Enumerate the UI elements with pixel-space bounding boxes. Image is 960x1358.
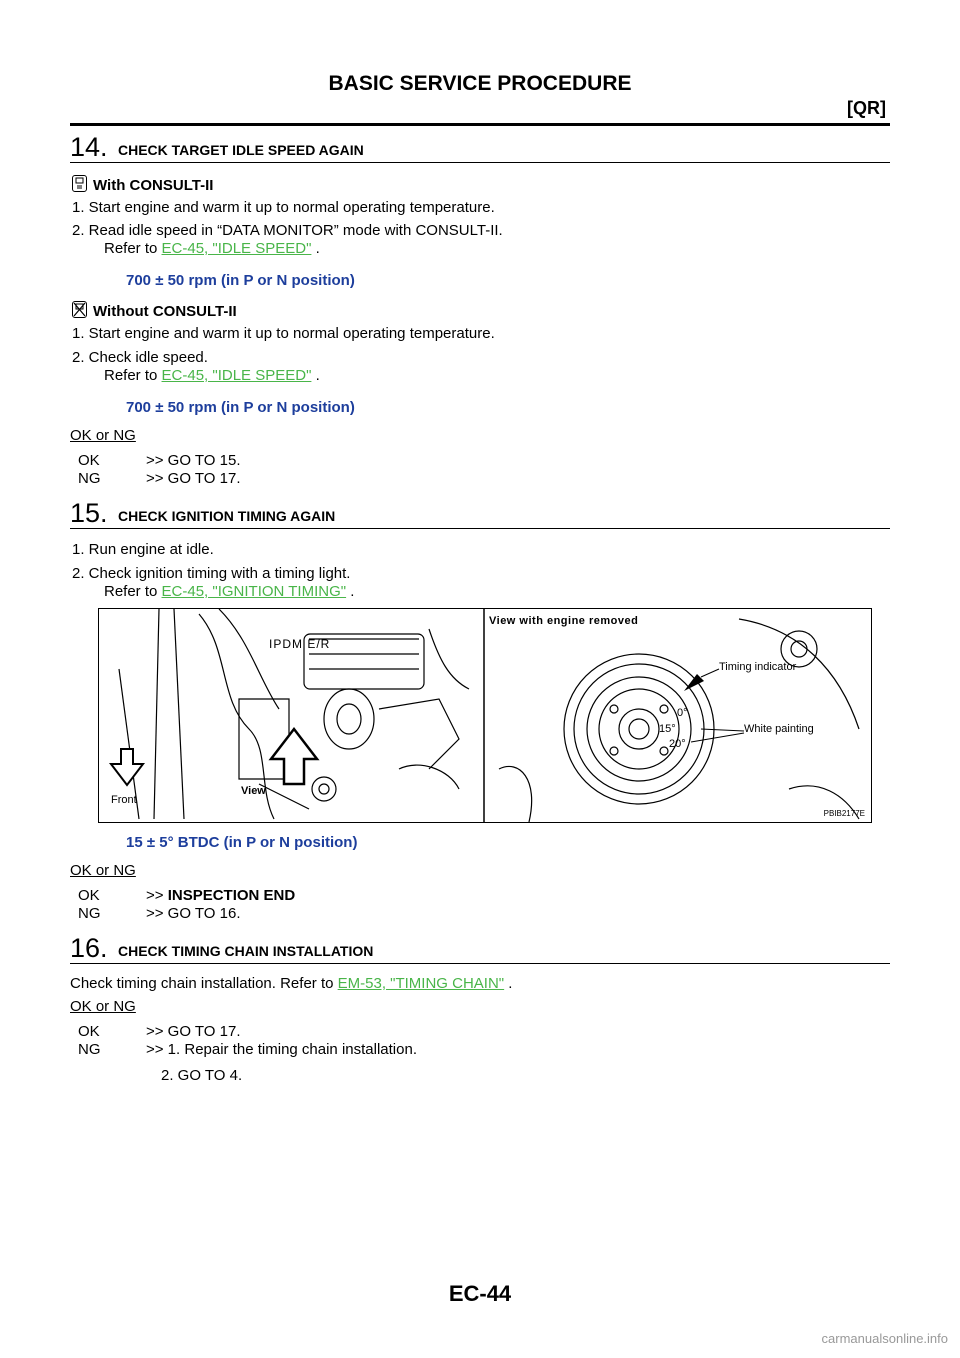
deg-0-label: 0° (677, 707, 688, 719)
ok-or-ng: OK or NG (70, 427, 136, 444)
with-consult-label: With CONSULT-II (72, 175, 213, 194)
page-title: BASIC SERVICE PROCEDURE (328, 72, 632, 95)
ok-or-ng-15: OK or NG (70, 862, 136, 879)
view-label: View (241, 785, 266, 797)
step-title: CHECK IGNITION TIMING AGAIN (118, 508, 336, 524)
idle-spec-2: 700 ± 50 rpm (in P or N position) (126, 399, 355, 416)
step-number: 14. (70, 132, 108, 162)
without-consult-label: Without CONSULT-II (72, 301, 237, 320)
without-step-2: 2. Check idle speed. (72, 349, 208, 366)
no-consult-icon (72, 301, 87, 318)
result-ng: NG >> GO TO 17. (78, 470, 241, 487)
ipdm-label: IPDM E/R (269, 637, 331, 651)
white-painting-label: White painting (744, 723, 814, 735)
timing-chain-link[interactable]: EM-53, "TIMING CHAIN" (337, 975, 505, 992)
page-number: EC-44 (448, 1281, 512, 1306)
step-number: 15. (70, 498, 108, 528)
result-ok-15: OK >> INSPECTION END (78, 887, 296, 904)
ignition-timing-link[interactable]: EC-45, "IGNITION TIMING" (161, 583, 347, 600)
deg-15-label: 15° (659, 723, 676, 735)
step16-text: Check timing chain installation. Refer to EM-53, "TIMING CHAIN" . (70, 975, 513, 992)
step15-item-1: 1. Run engine at idle. (72, 541, 214, 558)
idle-speed-link[interactable]: EC-45, "IDLE SPEED" (161, 240, 312, 257)
without-step-1: 1. Start engine and warm it up to normal operating temperature. (72, 325, 495, 342)
step-14-header (70, 132, 890, 163)
without-refer: Refer to EC-45, "IDLE SPEED" . (104, 367, 320, 384)
result-ng-16: NG >> 1. Repair the timing chain installation. (78, 1041, 417, 1058)
step15-item-2: 2. Check ignition timing with a timing light. (72, 565, 351, 582)
result-ok: OK >> GO TO 15. (78, 452, 241, 469)
result-ng-15: NG >> GO TO 16. (78, 905, 241, 922)
figure-code: PBIB2177E (823, 809, 865, 818)
step-title: CHECK TIMING CHAIN INSTALLATION (118, 943, 374, 959)
idle-spec: 700 ± 50 rpm (in P or N position) (126, 272, 355, 289)
header-rule (70, 123, 890, 126)
deg-20-label: 20° (669, 738, 686, 750)
timing-spec: 15 ± 5° BTDC (in P or N position) (126, 834, 358, 851)
removed-label: View with engine removed (489, 615, 639, 627)
idle-speed-link-2[interactable]: EC-45, "IDLE SPEED" (161, 367, 312, 384)
with-step-1: 1. Start engine and warm it up to normal operating temperature. (72, 199, 495, 216)
ignition-timing-figure (98, 608, 872, 823)
front-label: Front (111, 794, 137, 806)
consult-icon (72, 175, 87, 192)
section-tag: [QR] (847, 98, 886, 118)
step-15-header (70, 498, 890, 529)
figure-illustration (99, 609, 871, 822)
step-16-header (70, 933, 890, 964)
timing-indicator-label: Timing indicator (719, 661, 797, 673)
with-step-2: 2. Read idle speed in “DATA MONITOR” mode with CONSULT-II. (72, 222, 503, 239)
step15-refer: Refer to EC-45, "IGNITION TIMING" . (104, 583, 355, 600)
ok-or-ng-16: OK or NG (70, 998, 136, 1015)
result-ok-16: OK >> GO TO 17. (78, 1023, 241, 1040)
result-ng-16-2: 2. GO TO 4. (161, 1067, 243, 1084)
step-number: 16. (70, 933, 108, 963)
watermark: carmanualsonline.info (821, 1331, 948, 1346)
with-refer: Refer to EC-45, "IDLE SPEED" . (104, 240, 320, 257)
step-title: CHECK TARGET IDLE SPEED AGAIN (118, 142, 364, 158)
